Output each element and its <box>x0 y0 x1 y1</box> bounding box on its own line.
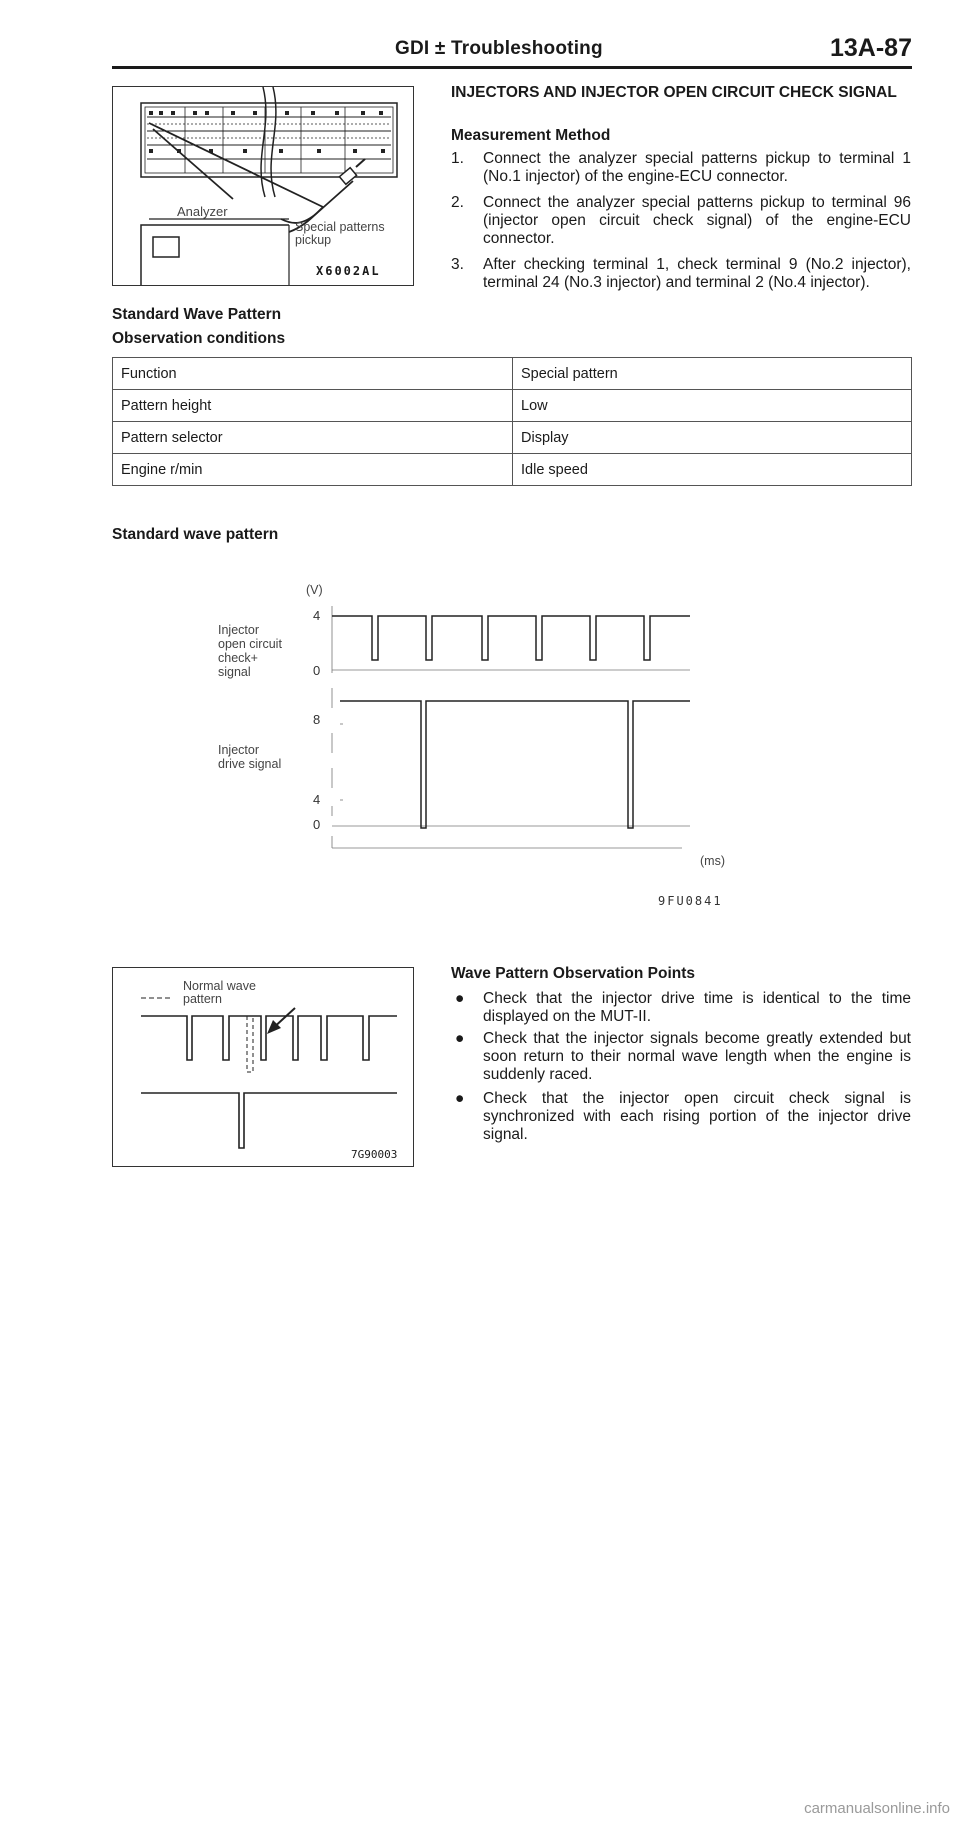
observation-conditions-table <box>112 357 912 486</box>
table-cell: Idle speed <box>513 454 912 486</box>
time-unit-label: (ms) <box>700 854 725 868</box>
table-cell: Special pattern <box>513 358 912 390</box>
step-number: 3. <box>451 256 464 273</box>
step-item <box>451 150 911 186</box>
observation-conditions-heading: Observation conditions <box>112 330 286 347</box>
step-text: Connect the analyzer special patterns pickup to terminal 1 (No.1 injector) of the engine-ECU connector. <box>483 150 911 185</box>
standard-wave-pattern-heading: Standard wave pattern <box>112 526 279 543</box>
table-cell: Pattern height <box>113 390 513 422</box>
table-cell: Pattern selector <box>113 422 513 454</box>
pickup-label-line2: pickup <box>295 233 332 247</box>
top-signal-label-line: check+ <box>218 651 258 665</box>
step-item <box>451 194 911 248</box>
step-item <box>451 256 911 292</box>
voltage-unit-label: (V) <box>306 583 323 597</box>
table-cell: Engine r/min <box>113 454 513 486</box>
step-number: 1. <box>451 150 464 167</box>
table-row <box>113 422 912 454</box>
wave-pattern-chart <box>200 578 760 918</box>
page-header-title: GDI ± Troubleshooting <box>395 38 603 59</box>
bullet-item <box>451 1090 911 1144</box>
table-row <box>113 454 912 486</box>
figure-code: X6002AL <box>316 264 381 278</box>
standard-wave-heading: Standard Wave Pattern <box>112 306 282 323</box>
bullet-text: Check that the injector drive time is identical to the time displayed on the MUT-II. <box>483 990 911 1025</box>
legend-line1: Normal wave <box>183 979 256 993</box>
bullet-item <box>451 1030 911 1084</box>
step-text: After checking terminal 1, check terminal 9 (No.2 injector), terminal 24 (No.3 injector) and terminal 2 (No.4 injector). <box>483 256 911 291</box>
tick-label: 4 <box>313 792 321 807</box>
pickup-label-line1: Special patterns <box>295 220 385 234</box>
legend-line2: pattern <box>183 992 222 1006</box>
normal-wave-legend <box>183 980 256 1006</box>
section-title: INJECTORS AND INJECTOR OPEN CIRCUIT CHECK SIGNAL <box>451 84 897 101</box>
bullet-text: Check that the injector open circuit check signal is synchronized with each rising portion of the injector drive signal. <box>483 1090 911 1143</box>
step-text: Connect the analyzer special patterns pickup to terminal 96 (injector open circuit check signal) of the engine-ECU connector. <box>483 194 911 247</box>
page-number: 13A-87 <box>830 34 912 62</box>
tick-label: 0 <box>313 817 321 832</box>
chart-code: 9FU0841 <box>658 894 723 908</box>
table-row <box>113 390 912 422</box>
pickup-label <box>295 221 385 247</box>
open-circuit-check-signal-trace <box>332 616 690 660</box>
observation-points-heading: Wave Pattern Observation Points <box>451 965 696 982</box>
normal-wave-illustration <box>113 968 413 1166</box>
tick-label: 4 <box>313 608 321 623</box>
table-cell: Display <box>513 422 912 454</box>
measurement-method-heading: Measurement Method <box>451 127 611 144</box>
bottom-signal-label-line: drive signal <box>218 757 282 771</box>
top-signal-label-line: signal <box>218 665 251 679</box>
normal-wave-figure <box>112 967 414 1167</box>
table-cell: Low <box>513 390 912 422</box>
top-signal-label-line: open circuit <box>218 637 282 651</box>
bullet-text: Check that the injector signals become greatly extended but soon return to their normal wave length when the engine is suddenly raced. <box>483 1030 911 1083</box>
table-cell: Function <box>113 358 513 390</box>
bullet-icon: ● <box>455 1030 465 1047</box>
connector-illustration <box>113 87 413 285</box>
watermark: carmanualsonline.info <box>804 1800 950 1817</box>
injector-drive-signal-trace <box>340 701 690 828</box>
header-rule <box>112 66 912 69</box>
bullet-item <box>451 990 911 1026</box>
tick-label: 8 <box>313 712 321 727</box>
bottom-signal-label-line: Injector <box>218 743 259 757</box>
step-number: 2. <box>451 194 464 211</box>
figure-code: 7G90003 <box>351 1148 398 1161</box>
connector-figure <box>112 86 414 286</box>
analyzer-label: Analyzer <box>177 204 228 219</box>
tick-label: 0 <box>313 663 321 678</box>
top-signal-label-line: Injector <box>218 623 259 637</box>
bullet-icon: ● <box>455 990 465 1007</box>
bullet-icon: ● <box>455 1090 465 1107</box>
table-row <box>113 358 912 390</box>
